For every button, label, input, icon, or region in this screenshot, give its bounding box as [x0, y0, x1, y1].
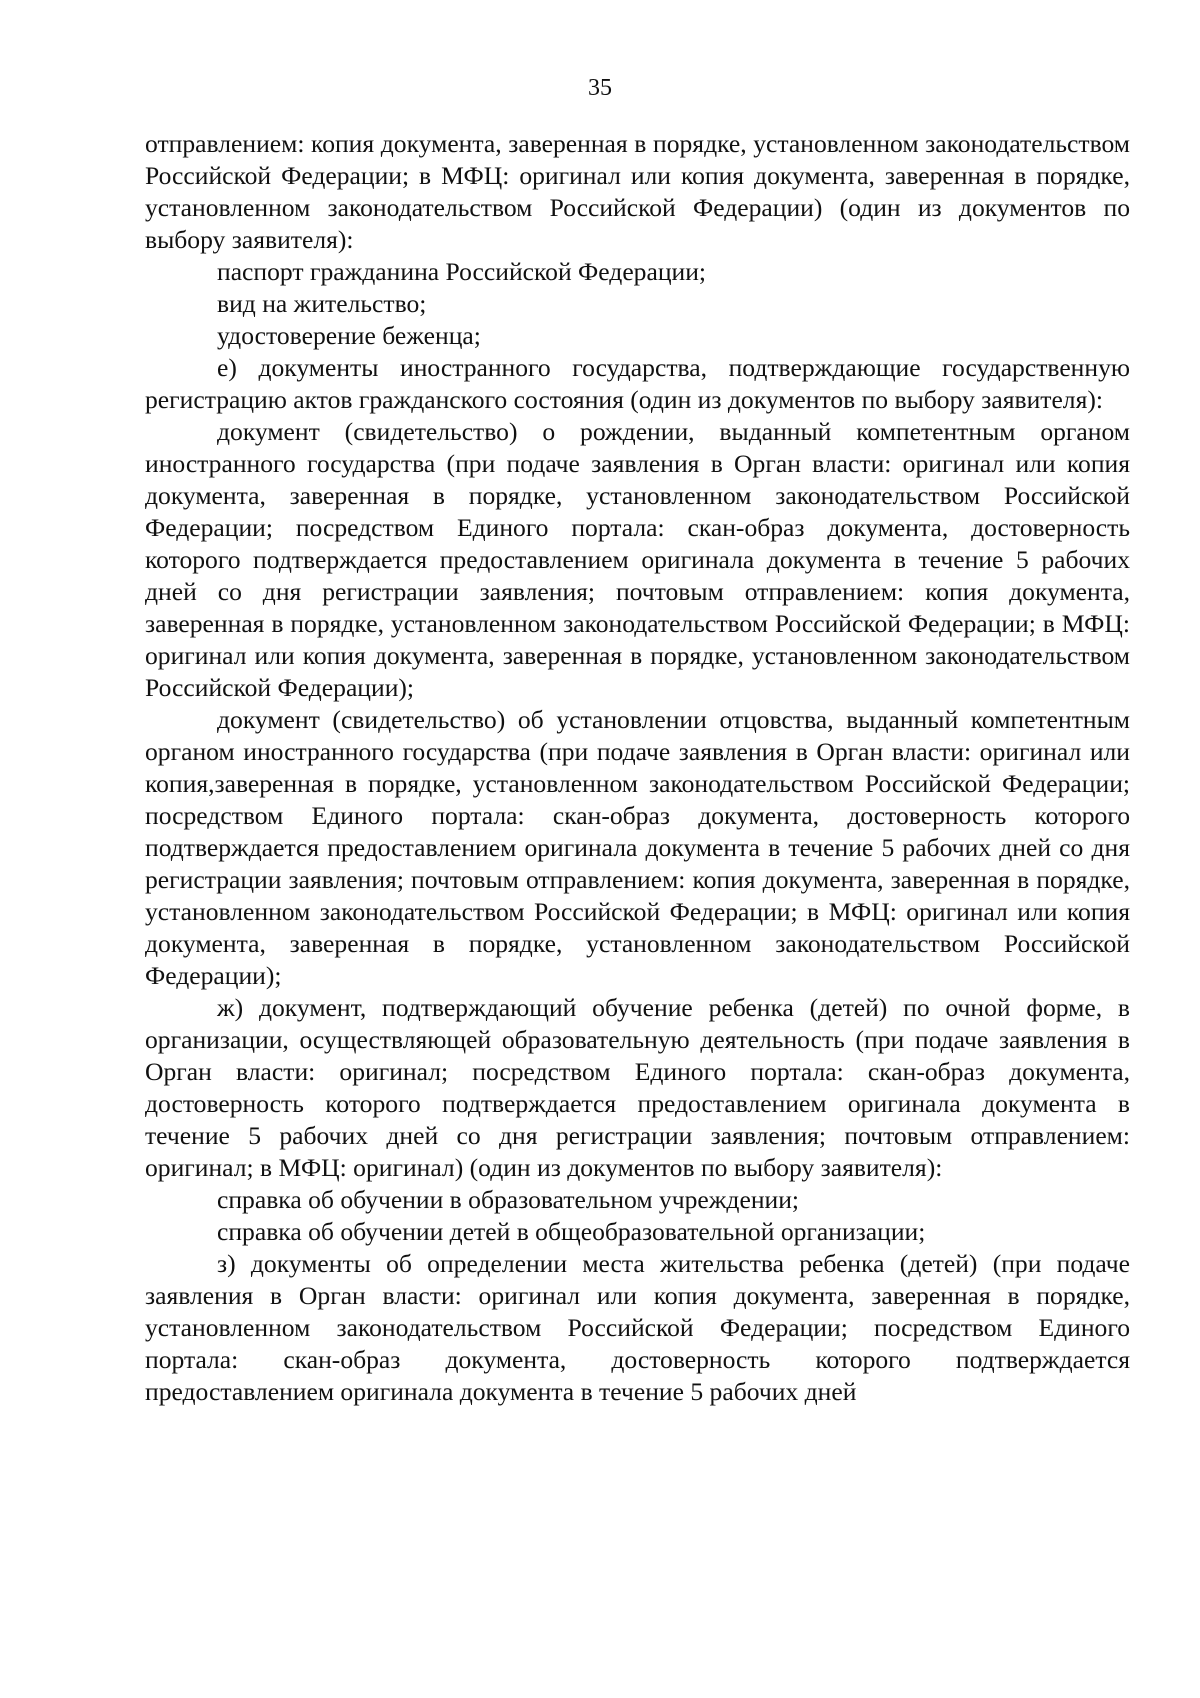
- list-item-school-certificate: справка об обучении детей в общеобразовательной организации;: [217, 1217, 926, 1246]
- paragraph-item-zh: ж) документ, подтверждающий обучение ребенка (детей) по очной форме, в организации, осуществляющей образовательную деятельность (при подаче заявления в Орган власти: оригинал; посредством Единого портала: скан-образ документа, достоверность которого подтверждается предоставлением оригинала документа в течение 5 рабочих дней со дня регистрации заявления; почтовым отправлением: оригинал; в МФЦ: оригинал) (один из документов по выбору заявителя):: [145, 993, 1130, 1182]
- paragraph-paternity-certificate: документ (свидетельство) об установлении отцовства, выданный компетентным органом иностранного государства (при подаче заявления в Орган власти: оригинал или копия,заверенная в порядке, установленном законодательством Российской Федерации; посредством Единого портала: скан-образ документа, достоверность которого подтверждается предоставлением оригинала документа в течение 5 рабочих дней со дня регистрации заявления; почтовым отправлением: копия документа, заверенная в порядке, установленном законодательством Российской Федерации; в МФЦ: оригинал или копия документа, заверенная в порядке, установленном законодательством Российской Федерации);: [145, 705, 1130, 990]
- paragraph-item-z: з) документы об определении места жительства ребенка (детей) (при подаче заявления в Орган власти: оригинал или копия документа, заверенная в порядке, установленном законодательством Российской Федерации; посредством Единого портала: скан-образ документа, достоверность которого подтверждается предоставлением оригинала документа в течение 5 рабочих дней: [145, 1249, 1130, 1406]
- document-body: [145, 128, 1130, 1408]
- page-number: 35: [588, 75, 612, 101]
- list-item-residence-permit: вид на жительство;: [217, 289, 427, 318]
- paragraph-item-e: е) документы иностранного государства, подтверждающие государственную регистрацию актов гражданского состояния (один из документов по выбору заявителя):: [145, 353, 1130, 414]
- list-item-passport: паспорт гражданина Российской Федерации;: [217, 257, 707, 286]
- list-item-refugee-certificate: удостоверение беженца;: [217, 321, 481, 350]
- paragraph-continuation: отправлением: копия документа, заверенная в порядке, установленном законодательством Российской Федерации; в МФЦ: оригинал или копия документа, заверенная в порядке, установленном законодательством Российской Федерации) (один из документов по выбору заявителя):: [145, 129, 1130, 254]
- paragraph-birth-certificate: документ (свидетельство) о рождении, выданный компетентным органом иностранного государства (при подаче заявления в Орган власти: оригинал или копия документа, заверенная в порядке, установленном законодательством Российской Федерации; посредством Единого портала: скан-образ документа, достоверность которого подтверждается предоставлением оригинала документа в течение 5 рабочих дней со дня регистрации заявления; почтовым отправлением: копия документа, заверенная в порядке, установленном законодательством Российской Федерации; в МФЦ: оригинал или копия документа, заверенная в порядке, установленном законодательством Российской Федерации);: [145, 417, 1130, 702]
- list-item-education-certificate: справка об обучении в образовательном учреждении;: [217, 1185, 800, 1214]
